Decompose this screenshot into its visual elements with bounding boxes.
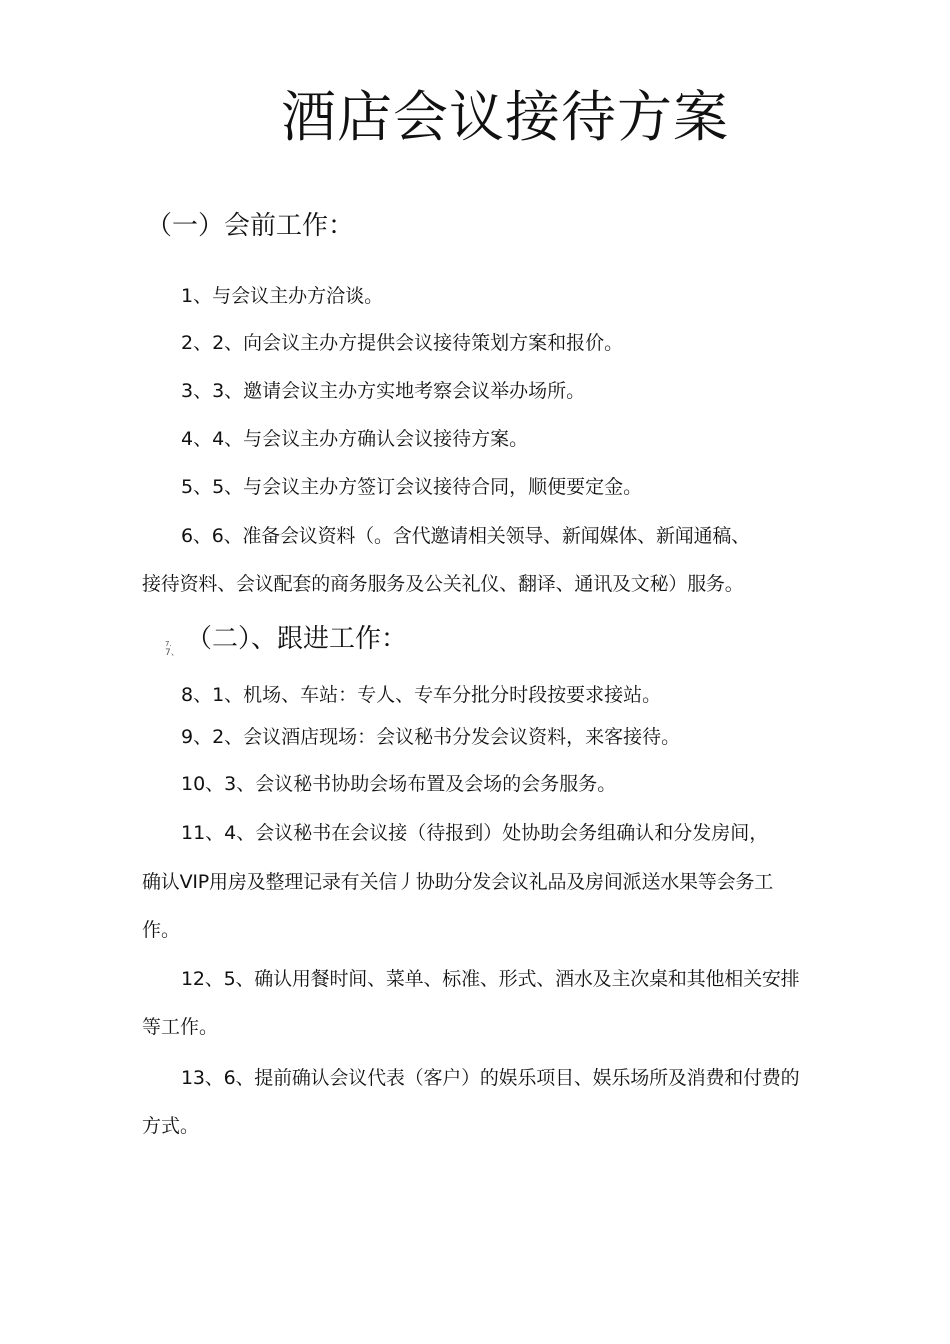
section-2-item-5-line-1: 12、5、确认用餐时间、菜单、标准、形式、酒水及主次桌和其他相关安排 <box>181 968 800 990</box>
section-2-marker <box>165 640 180 658</box>
section-1-item-6-line-1: 6、6、准备会议资料（。含代邀请相关领导、新闻媒体、新闻通稿、 <box>181 525 750 547</box>
section-2-heading: （二）、跟进工作： <box>186 624 408 654</box>
section-2-marker-small: 7. <box>165 640 172 648</box>
section-2-item-4-line-1: 11、4、会议秘书在会议接（待报到）处协助会务组确认和分发房间， <box>181 822 769 844</box>
section-2-item-2: 9、2、会议酒店现场：会议秘书分发会议资料，来客接待。 <box>181 726 681 748</box>
section-1-item-2: 2、2、向会议主办方提供会议接待策划方案和报价。 <box>181 332 624 354</box>
section-2-item-4-line-2: 确认VIP用房及整理记录有关信丿协助分发会议礼品及房间派送水果等会务工 <box>142 871 774 893</box>
section-1-item-1: 1、与会议主办方洽谈。 <box>181 285 384 307</box>
section-2-item-6-line-1: 13、6、提前确认会议代表（客户）的娱乐项目、娱乐场所及消费和付费的 <box>181 1067 800 1089</box>
section-2-item-1: 8、1、机场、车站：专人、专车分批分时段按要求接站。 <box>181 684 662 706</box>
section-1-heading: （一）会前工作： <box>146 211 355 241</box>
section-2-item-6-line-2: 方式。 <box>142 1115 200 1137</box>
section-1-item-3: 3、3、邀请会议主办方实地考察会议举办场所。 <box>181 380 586 402</box>
section-1-item-6-line-2: 接待资料、会议配套的商务服务及公关礼仪、翻译、通讯及文秘）服务。 <box>142 573 744 595</box>
document-title: 酒店会议接待方案 <box>281 85 730 149</box>
section-1-item-4: 4、4、与会议主办方确认会议接待方案。 <box>181 428 529 450</box>
section-2-item-5-line-2: 等工作。 <box>142 1016 219 1038</box>
section-2-item-3: 10、3、会议秘书协助会场布置及会场的会务服务。 <box>181 773 617 795</box>
section-1-item-5: 5、5、与会议主办方签订会议接待合同，顺便要定金。 <box>181 476 643 498</box>
section-2-item-4-line-3: 作。 <box>142 919 181 941</box>
section-2-marker-main: 7、 <box>165 648 180 658</box>
